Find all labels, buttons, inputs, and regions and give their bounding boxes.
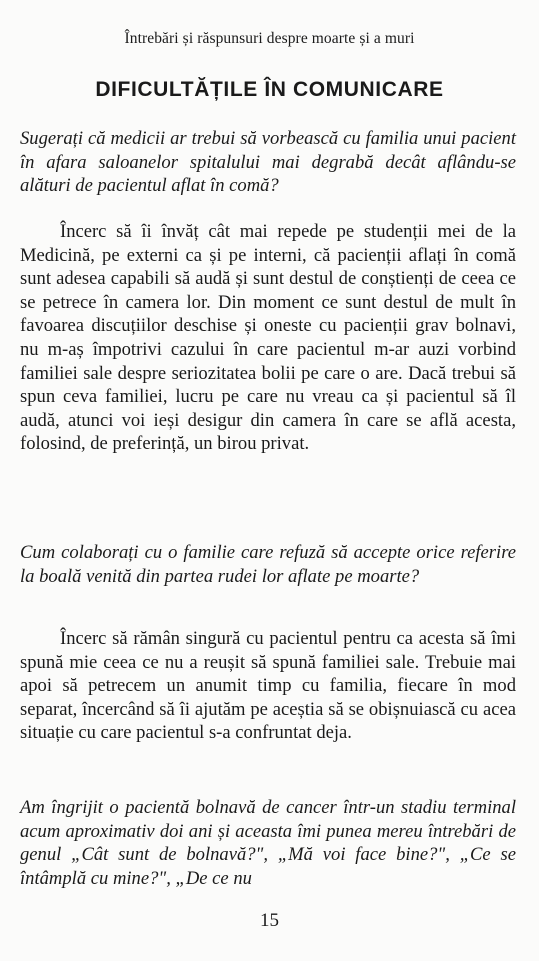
- question-3: Am îngrijit o pacientă bolnavă de cancer într-un stadiu terminal acum aproximativ doi ani și aceasta îmi punea mereu întrebări de genul „Cât sunt de bolnavă?", „Mă voi face bine?", „Ce se întâmplă cu mine?", „De ce nu: [20, 797, 516, 889]
- chapter-title: DIFICULTĂȚILE ÎN COMUNICARE: [95, 78, 444, 101]
- answer-2: Încerc să rămân singură cu pacientul pentru ca acesta să îmi spună mie ceea ce nu a reușit să spună familiei sale. Trebuie mai apoi să petrecem un anumit timp cu familia, fiecare în mod separat, încercând să îi ajutăm pe aceștia să se obișnuiască cu acea situație cu care pacientul s-a confruntat deja.: [20, 628, 516, 744]
- running-header: Întrebări și răspunsuri despre moarte și a muri: [124, 30, 415, 47]
- answer-1: Încerc să îi învăț cât mai repede pe studenții mei de la Medicină, pe externi ca și pe interni, că pacienții aflați în comă sunt adesea capabili să audă și sunt destul de conștienți de ceea ce se petrece în camera lor. Din moment ce sunt destul de mult în favoarea discuțiilor deschise și oneste cu pacienții grav bolnavi, nu m-aș împotrivi cazului în care pacientul m-ar auzi vorbind familiei sale despre seriozitatea bolii pe care o are. Dacă trebui să spun ceva familiei, lucru pe care nu vreau ca și pacientul să îl audă, atunci voi ieși desigur din camera în care se află acesta, folosind, de preferință, un birou privat.: [20, 221, 516, 455]
- page-number: 15: [260, 910, 279, 931]
- question-2: Cum colaborați cu o familie care refuză să accepte orice referire la boală venită din partea rudei lor aflate pe moarte?: [20, 542, 516, 587]
- question-1: Sugerați că medicii ar trebui să vorbească cu familia unui pacient în afara saloanelor spitalului mai degrabă decât aflându-se alături de pacientul aflat în comă?: [20, 128, 516, 197]
